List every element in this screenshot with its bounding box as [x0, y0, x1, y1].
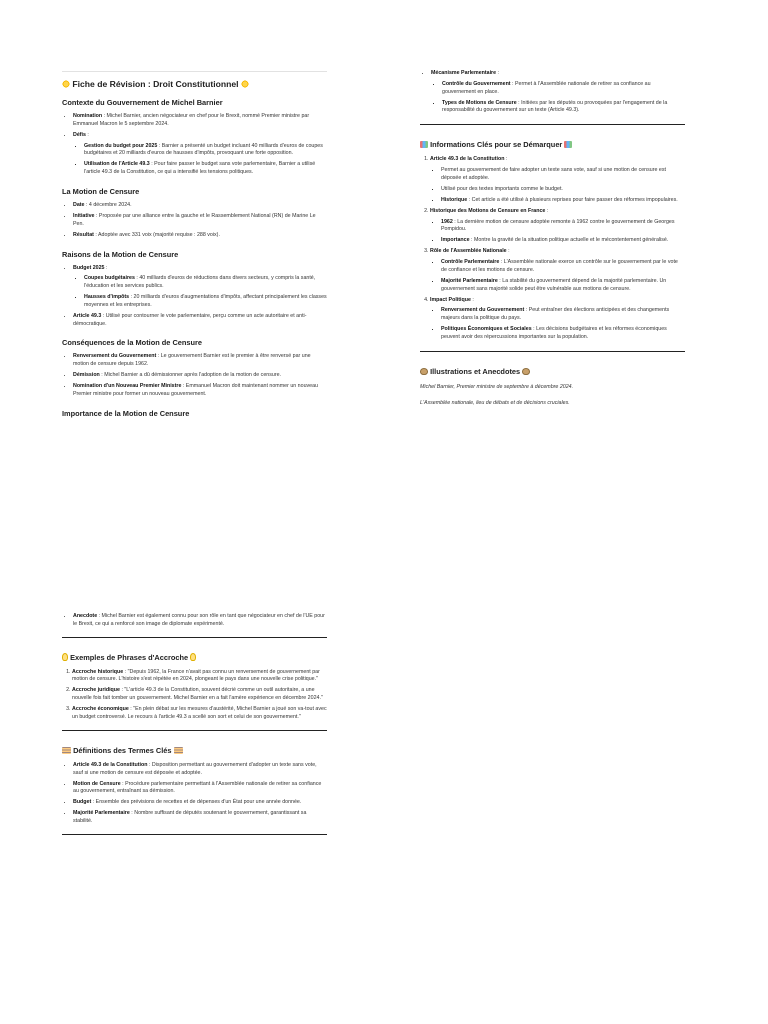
left-column: [62, 0, 327, 419]
palette-icon: [420, 368, 428, 375]
list-item: 3. Accroche économique : "En plein débat sur les mesures d'austérité, Michel Barnier a joué son va-tout avec un budget controversé. Le recours à l'article 49.3 a scellé son sort et celui de son gouvernement.": [72, 706, 327, 722]
list-item: ▪ Hausses d'impôts : 20 milliards d'euros d'augmentations d'impôts, affectant principalement les classes moyennes et les entreprises.: [84, 294, 327, 310]
section-definitions-heading: Définitions des Termes Clés: [62, 746, 327, 756]
list-item: ▪ Politiques Économiques et Sociales : Les décisions budgétaires et les réformes économiques peuvent avoir des répercussions importantes sur la population.: [441, 326, 685, 342]
lightbulb-icon: [190, 653, 196, 661]
consequences-list: [62, 353, 327, 398]
list-item: • Date : 4 décembre 2024.: [73, 202, 327, 210]
list-item: • Renversement du Gouvernement : Le gouvernement Barnier est le premier à être renversé par une motion de censure depuis 1962.: [73, 353, 327, 369]
divider: [420, 351, 685, 352]
sun-icon: [62, 80, 70, 88]
divider: [62, 637, 327, 638]
list-item: • Article 49.3 : Utilisé pour contourner le vote parlementaire, perçu comme un acte autoritaire et anti-démocratique.: [73, 313, 327, 329]
anecdote-list: [62, 613, 327, 629]
palette-icon: [522, 368, 530, 375]
list-item: ▪ Gestion du budget pour 2025 : Barnier a présenté un budget incluant 40 milliards d'euros de coupes budgétaires et 20 milliards d'euros de hausses d'impôts, provoquant une forte opposition.: [84, 143, 327, 159]
list-item: • Mécanisme Parlementaire : ▪ Contrôle du Gouvernement : Permet à l'Assemblée nationale de retirer sa confiance au gouvernement en place. ▪ Types de Motions de Censure : Initiées par les députés ou provoquées par l'engagement de la responsabilité du gouvernement sur un texte (Article 49.3).: [431, 70, 685, 115]
illustration-captions: [420, 383, 685, 407]
abacus-icon: [174, 747, 183, 754]
list-item: 1. Accroche historique : "Depuis 1962, la France n'avait pas connu un renversement de gouvernement par motion de censure. L'histoire s'est répétée en 2024, plongeant le pays dans une nouvelle crise politique.": [72, 669, 327, 685]
section-motion-heading: La Motion de Censure: [62, 186, 140, 196]
abacus-icon: [62, 747, 71, 754]
section-importance-heading: Importance de la Motion de Censure: [62, 408, 190, 418]
books-icon: [564, 141, 572, 148]
list-item: • Majorité Parlementaire : Nombre suffisant de députés soutenant le gouvernement, garantissant sa stabilité.: [73, 810, 327, 826]
motion-list: [62, 202, 327, 240]
list-item: ▪ Contrôle du Gouvernement : Permet à l'Assemblée nationale de retirer sa confiance au gouvernement en place.: [442, 81, 685, 97]
list-item: • Motion de Censure : Procédure parlementaire permettant à l'Assemblée nationale de retirer sa confiance au gouvernement, entraînant sa démission.: [73, 781, 327, 797]
list-item: • Anecdote : Michel Barnier est également connu pour son rôle en tant que négociateur en chef de l'UE pour le Brexit, ce qui a renforcé son image de diplomate expérimenté.: [73, 613, 327, 629]
section-consequences-heading: Conséquences de la Motion de Censure: [62, 338, 203, 348]
definitions-list: [62, 762, 327, 826]
sun-icon: [241, 80, 249, 88]
raisons-list: [62, 265, 327, 329]
list-item: • Nomination : Michel Barnier, ancien négociateur en chef pour le Brexit, nommé Premier ministre par Emmanuel Macron le 5 septembre 2024.: [73, 113, 327, 129]
section-contexte-heading: Contexte du Gouvernement de Michel Barnier: [62, 98, 223, 107]
accroche-list: [62, 669, 327, 722]
section-illustrations-heading: Illustrations et Anecdotes: [420, 367, 685, 377]
list-item: • Budget 2025 : ▪ Coupes budgétaires : 40 milliards d'euros de réductions dans divers secteurs, y compris la santé, l'éducation et les services publics. ▪ Hausses d'impôts : 20 milliards d'euros d'augmentations d'impôts, affectant principalement les classes moyennes et les entreprises.: [73, 265, 327, 310]
list-item: ▪ Utilisation de l'Article 49.3 : Pour faire passer le budget sans vote parlementaire, Barnier a utilisé l'article 49.3 de la Constitution, ce qui a intensifié les tensions politiques.: [84, 161, 327, 177]
page-title: Fiche de Révision : Droit Constitutionnel: [62, 78, 327, 90]
list-item: ▪ Renversement du Gouvernement : Peut entraîner des élections anticipées et des changements majeurs dans la politique du pays.: [441, 307, 685, 323]
divider: [420, 124, 685, 125]
list-item: ▪ 1962 : La dernière motion de censure adoptée remonte à 1962 contre le gouvernement de Georges Pompidou.: [441, 219, 685, 235]
section-accroche-heading: Exemples de Phrases d'Accroche: [62, 653, 327, 663]
list-item: ▪ Coupes budgétaires : 40 milliards d'euros de réductions dans divers secteurs, y compris la santé, l'éducation et les services publics.: [84, 275, 327, 291]
caption-barnier: Michel Barnier, Premier ministre de septembre à décembre 2024.: [420, 383, 574, 390]
list-item: • Initiative : Proposée par une alliance entre la gauche et le Rassemblement National (RN) de Marine Le Pen.: [73, 213, 327, 229]
list-item: 1. Article 49.3 de la Constitution : ▪ Permet au gouvernement de faire adopter un texte sans vote, sauf si une motion de censure est déposée et adoptée. ▪ Utilisé pour des textes importants comme le budget. ▪ Historique : Cet article a été utilisé à plusieurs reprises pour faire passer des réformes impopulaires.: [430, 156, 685, 204]
list-item: ▪ Types de Motions de Censure : Initiées par les députés ou provoquées par l'engagement de la responsabilité du gouvernement sur un texte (Article 49.3).: [442, 100, 685, 116]
list-item: • Défis : ▪ Gestion du budget pour 2025 : Barnier a présenté un budget incluant 40 milliards d'euros de coupes budgétaires et 20 milliards d'euros de hausses d'impôts, provoquant une forte opposition. ▪ Utilisation de l'Article 49.3 : Pour faire passer le budget sans vote parlementaire, Barnier a utilisé l'article 49.3 de la Constitution, ce qui a intensifié les tensions politiques.: [73, 132, 327, 177]
list-item: • Nomination d'un Nouveau Premier Ministre : Emmanuel Macron doit maintenant nommer un nouveau Premier ministre pour former un nouveau gouvernement.: [73, 383, 327, 399]
left-column-lower: [62, 613, 327, 835]
divider: [62, 730, 327, 731]
infos-list: [420, 156, 685, 342]
top-divider: [62, 71, 327, 72]
list-item: • Budget : Ensemble des prévisions de recettes et de dépenses d'un État pour une année donnée.: [73, 799, 327, 807]
section-infos-heading: Informations Clés pour se Démarquer: [420, 140, 685, 150]
list-item: ▪ Utilisé pour des textes importants comme le budget.: [441, 186, 685, 194]
list-item: ▪ Permet au gouvernement de faire adopter un texte sans vote, sauf si une motion de censure est déposée et adoptée.: [441, 167, 685, 183]
list-item: • Article 49.3 de la Constitution : Disposition permettant au gouvernement d'adopter un texte sans vote, sauf si une motion de censure est déposée et adoptée.: [73, 762, 327, 778]
divider: [62, 834, 327, 835]
right-column: [420, 70, 685, 407]
contexte-list: [62, 113, 327, 177]
list-item: • Démission : Michel Barnier a dû démissionner après l'adoption de la motion de censure.: [73, 372, 327, 380]
list-item: 3. Rôle de l'Assemblée Nationale : ▪ Contrôle Parlementaire : L'Assemblée nationale exerce un contrôle sur le gouvernement par le vote de confiance et les motions de censure. ▪ Majorité Parlementaire : La stabilité du gouvernement dépend de la majorité parlementaire. Un gouvernement sans majorité solide peut être vulnérable aux motions de censure.: [430, 248, 685, 293]
list-item: ▪ Importance : Montre la gravité de la situation politique actuelle et le mécontentement généralisé.: [441, 237, 685, 245]
list-item: 2. Accroche juridique : "L'article 49.3 de la Constitution, souvent décrié comme un outil autoritaire, a une nouvelle fois fait tomber un gouvernement. Michel Barnier en a fait l'amère expérience en décembre 2024.": [72, 687, 327, 703]
list-item: 2. Historique des Motions de Censure en France : ▪ 1962 : La dernière motion de censure adoptée remonte à 1962 contre le gouvernement de Georges Pompidou. ▪ Importance : Montre la gravité de la situation politique actuelle et le mécontentement généralisé.: [430, 208, 685, 245]
mecanisme-list: [420, 70, 685, 115]
books-icon: [420, 141, 428, 148]
lightbulb-icon: [62, 653, 68, 661]
list-item: ▪ Historique : Cet article a été utilisé à plusieurs reprises pour faire passer des réformes impopulaires.: [441, 197, 685, 205]
list-item: 4. Impact Politique : ▪ Renversement du Gouvernement : Peut entraîner des élections anticipées et des changements majeurs dans la politique du pays. ▪ Politiques Économiques et Sociales : Les décisions budgétaires et les réformes économiques peuvent avoir des répercussions importantes sur la population.: [430, 297, 685, 342]
list-item: ▪ Majorité Parlementaire : La stabilité du gouvernement dépend de la majorité parlementaire. Un gouvernement sans majorité solide peut être vulnérable aux motions de censure.: [441, 278, 685, 294]
list-item: ▪ Contrôle Parlementaire : L'Assemblée nationale exerce un contrôle sur le gouvernement par le vote de confiance et les motions de censure.: [441, 259, 685, 275]
section-raisons-heading: Raisons de la Motion de Censure: [62, 249, 179, 259]
list-item: • Résultat : Adoptée avec 331 voix (majorité requise : 288 voix).: [73, 232, 327, 240]
caption-assemblee: L'Assemblée nationale, lieu de débats et de décisions cruciales.: [420, 399, 570, 406]
